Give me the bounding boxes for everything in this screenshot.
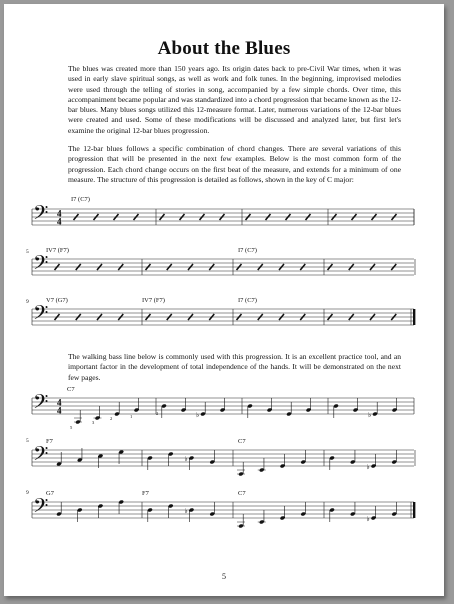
bass-clef-icon: 𝄢 — [33, 251, 49, 279]
walking-bass-staff-2 — [4, 436, 444, 488]
chord-symbol: G7 — [46, 490, 54, 497]
flat-sign: ♭ — [366, 463, 370, 471]
final-barline-thick — [413, 502, 415, 518]
chord-symbol: C7 — [67, 386, 75, 393]
chord-symbol: I7 (C7) — [71, 196, 90, 203]
fingering-number: 5 — [70, 425, 73, 430]
chord-symbol: V7 (G7) — [46, 297, 68, 304]
progression-paragraph: The 12-bar blues follows a specific combination of chord changes. There are several variations of this progression that will be presented in the next few examples. Below is the most common form of the progression. Each chord change occurs on the first beat of the measure, and extends for a minimum of one measure. The structure of this progression is detailed as follows, shown in the key of C major: — [68, 144, 401, 184]
chord-symbol: C7 — [238, 490, 246, 497]
flat-sign: ♭ — [366, 515, 370, 523]
staff-lines — [32, 450, 414, 466]
progression-staff-3 — [4, 288, 444, 338]
bass-clef-icon: 𝄢 — [33, 390, 49, 418]
chord-symbol: C7 — [238, 438, 246, 445]
staff-lines — [32, 502, 414, 518]
fingering-number: 2 — [110, 416, 113, 421]
chord-symbol: I7 (C7) — [238, 247, 257, 254]
measure-number: 9 — [26, 490, 29, 496]
walking-bass-staff-3 — [4, 488, 444, 540]
time-signature-bottom: 4 — [57, 405, 62, 416]
chord-symbol: IV7 (F7) — [142, 297, 165, 304]
time-signature-top: 4 — [57, 397, 62, 408]
flat-sign: ♭ — [196, 411, 200, 419]
measure-number: 5 — [26, 249, 29, 255]
chord-symbol: I7 (C7) — [238, 297, 257, 304]
walking-bass-staff-1 — [4, 384, 444, 436]
flat-sign: ♭ — [184, 507, 188, 515]
chord-symbol: F7 — [142, 490, 149, 497]
staff-lines — [32, 309, 414, 325]
fingering-number: 2 — [156, 411, 159, 416]
bass-clef-icon: 𝄢 — [33, 442, 49, 470]
bass-clef-icon: 𝄢 — [33, 201, 49, 229]
chord-symbol: F7 — [46, 438, 53, 445]
fingering-number: 3 — [92, 420, 95, 425]
page-title: About the Blues — [157, 38, 291, 59]
measure-number: 9 — [26, 299, 29, 305]
measure-number: 5 — [26, 438, 29, 444]
bass-clef-icon: 𝄢 — [33, 301, 49, 329]
time-signature-top: 4 — [57, 208, 62, 219]
bass-clef-icon: 𝄢 — [33, 494, 49, 522]
time-signature-bottom: 4 — [57, 216, 62, 227]
final-barline-thick — [413, 309, 415, 325]
walking-bass-paragraph: The walking bass line below is commonly used with this progression. It is an excellent practice tool, and an important factor in the development of total independence of the hands. It will be demonstrated on the next few pages. — [68, 352, 401, 382]
flat-sign: ♭ — [184, 455, 188, 463]
staff-lines — [32, 259, 414, 275]
progression-staff-2 — [4, 238, 444, 288]
flat-sign: ♭ — [368, 411, 372, 419]
book-page — [4, 4, 444, 596]
progression-staff-1 — [4, 188, 444, 238]
chord-symbol: IV7 (F7) — [46, 247, 69, 254]
intro-paragraph: The blues was created more than 150 years ago. Its origin dates back to pre-Civil War times, when it was used in early slave spiritual songs, as well as work and folk tunes. In the beginning, improvised melodies were used through the telling of stories in song, accompanied by a few simple chords. Over time, this accompaniment became popular and was standardized into a chord progression that became known as the 12-bar blues. Many blues songs utilized this 12-measure format. Later, numerous variations of the 12-bar blues were created and used. Some of these modifications will be discussed and analyzed later, but first let's examine the original 12-bar blues progression. — [68, 64, 401, 135]
page-number: 5 — [222, 572, 226, 581]
fingering-number: 1 — [130, 414, 133, 419]
